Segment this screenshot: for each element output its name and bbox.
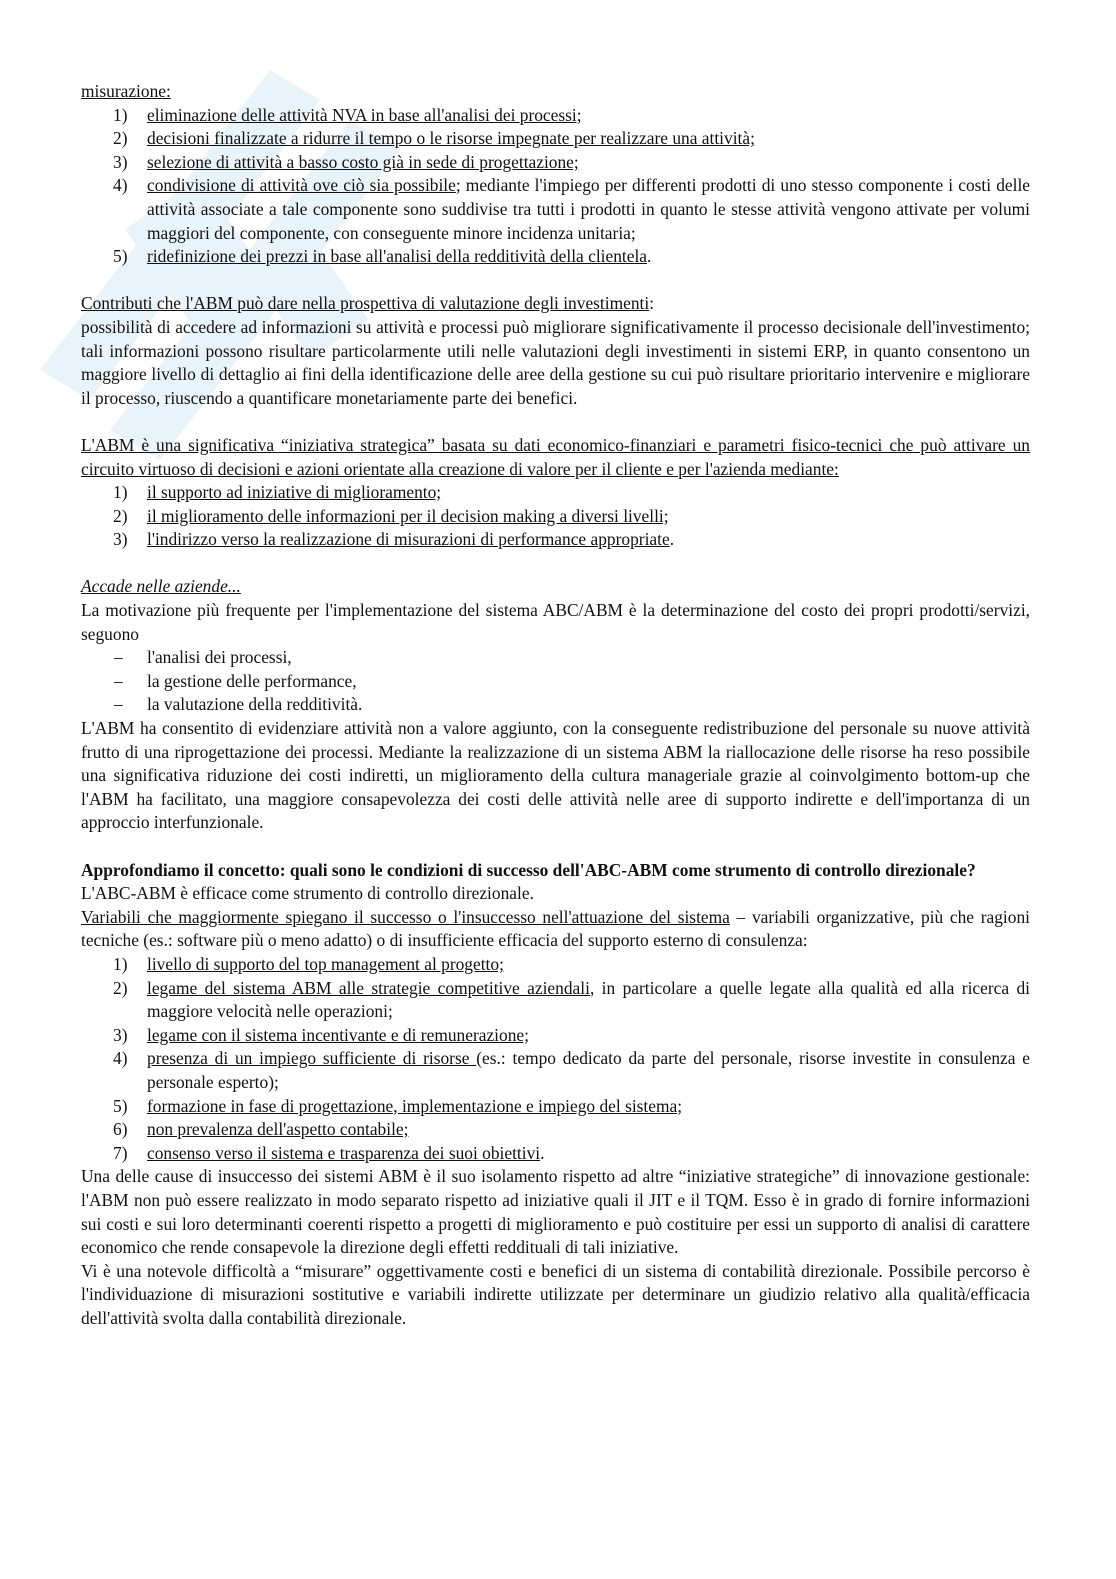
paragraph: L'ABM ha consentito di evidenziare attività non a valore aggiunto, con la conseguente redistribuzione del personale su nuove attività frutto di una riprogettazione dei processi. Mediante la realizzazione di un sistema ABM la riallocazione delle risorse ha reso possibile una significativa riduzione dei costi indiretti, un miglioramento della cultura manageriale grazie al coinvolgimento bottom-up che l'ABM ha facilitato, una maggiore consapevolezza dei costi delle attività nelle aree di supporto indirette e dell'importanza di un approccio interfunzionale. [81,718,1030,833]
item-underlined: legame con il sistema incentivante e di remunerazione; [147,1024,529,1045]
paragraph: La motivazione più frequente per l'implementazione del sistema ABC/ABM è la determinazione del costo dei propri prodotti/servizi, seguono [81,600,1030,644]
item-underlined: formazione in fase di progettazione, implementazione e impiego del sistema; [147,1095,683,1116]
list-number: 1) [113,953,128,974]
list-number: 4) [113,175,128,196]
item-underlined: condivisione di attività ove ciò sia possibile [147,175,456,196]
paragraph: possibilità di accedere ad informazioni su attività e processi può migliorare significativamente il processo decisionale dell'investimento; tali informazioni possono risultare particolarmente utili nelle valutazioni degli investimenti in sistemi ERP, in quanto consentono un maggiore livello di dettaglio ai fini della identificazione delle aree della gestione su cui può risultare prioritario intervenire e migliorare il processo, riuscendo a quantificare monetariamente parte dei benefici. [81,316,1030,408]
list-number: 3) [113,1024,128,1045]
list-item [81,953,1030,977]
list-number: 2) [113,505,128,526]
list-item [81,528,1030,552]
item-text: la gestione delle performance, [147,670,357,691]
document-page [81,80,1030,1330]
list-number: 2) [113,128,128,149]
item-underlined: eliminazione delle attività NVA in base all'analisi dei processi; [147,104,582,125]
list-item [81,1118,1030,1142]
list-measurement [81,104,1030,269]
list-number: 3) [113,151,128,172]
item-underlined: livello di supporto del top management al progetto; [147,953,504,974]
list-item [81,151,1030,175]
item-underlined: selezione di attività a basso costo già in sede di progettazione; [147,151,579,172]
list-item [81,1095,1030,1119]
list-item [81,104,1030,128]
text-underlined: Variabili che maggiormente spiegano il successo o l'insuccesso nell'attuazione del sistema [81,906,730,927]
item-underlined: il supporto ad iniziative di miglioramento; [147,482,442,503]
list-number: 3) [113,529,128,550]
item-underlined: presenza di un impiego sufficiente di risorse [147,1048,477,1069]
list-item [81,1047,1030,1094]
spacer [81,269,1030,293]
list-number: 4) [113,1048,128,1069]
list-item [81,174,1030,245]
title-underlined: Contributi che l'ABM può dare nella prospettiva di valutazione degli investimenti [81,293,650,314]
section-intro: L'ABM è una significativa “iniziativa strategica” basata su dati economico-finanziari e parametri fisico-tecnici che può attivare un circuito virtuoso di decisioni e azioni orientate alla creazione di valore per il cliente e per l'azienda mediante: [81,434,1030,479]
list-abm-means [81,481,1030,552]
list-item [81,127,1030,151]
list-item [81,646,1030,670]
dash-marker: – [114,647,123,668]
list-item [81,1142,1030,1166]
paragraph: Una delle cause di insuccesso dei sistemi ABM è il suo isolamento rispetto ad altre “iniziative strategiche” di innovazione gestionale: l'ABM non può essere realizzato in modo separato rispetto ad iniziative quali il JIT e il TQM. Esso è in grado di fornire informazioni sui costi e sui loro determinanti coerenti rispetto a progetti di miglioramento e può costituire per essi un supporto di analisi di carattere economico che rende consapevole la direzione degli effetti reddituali di tali iniziative. [81,1166,1030,1258]
item-underlined: l'indirizzo verso la realizzazione di misurazioni di performance appropriate [147,529,670,550]
item-underlined: consenso verso il sistema e trasparenza dei suoi obiettivi [147,1142,541,1163]
item-text: l'analisi dei processi, [147,647,292,668]
list-item [81,505,1030,529]
section-title [81,292,1030,316]
item-text: (es.: tempo dedicato da parte del personale, risorse investite in consulenza e personale esperto); [147,1048,1031,1092]
list-number: 5) [113,246,128,267]
list-number: 1) [113,482,128,503]
item-underlined: decisioni finalizzate a ridurre il tempo o le risorse impegnate per realizzare una attività; [147,128,755,149]
text-plain: – variabili organizzative, più che ragioni tecniche (es.: software più o meno adatto) o di insufficiente efficacia del supporto esterno di consulenza: [81,906,1030,951]
item-text: la valutazione della redditività. [147,694,363,715]
list-number: 1) [113,104,128,125]
item-text: . [540,1142,545,1163]
item-text: . [647,246,652,267]
title-colon: : [649,293,655,314]
list-item [81,245,1030,269]
spacer [81,552,1030,576]
item-underlined: il miglioramento delle informazioni per il decision making a diversi livelli; [147,505,669,526]
item-underlined: legame del sistema ABM alle strategie competitive aziendali [147,977,590,998]
list-item [81,693,1030,717]
paragraph: Vi è una notevole difficoltà a “misurare” oggettivamente costi e benefici di un sistema di contabilità direzionale. Possibile percorso è l'individuazione di misurazioni sostitutive e variabili indirette utilizzate per determinare un giudizio relativo alla qualità/efficacia dell'attività svolta dalla contabilità direzionale. [81,1260,1030,1328]
list-item [81,977,1030,1024]
dash-marker: – [114,670,123,691]
item-underlined: ridefinizione dei prezzi in base all'analisi della redditività della clientela [147,246,647,267]
dash-list [81,646,1030,717]
list-number: 7) [113,1142,128,1163]
section-intro: misurazione: [81,81,171,101]
spacer [81,410,1030,434]
spacer [81,835,1030,859]
list-number: 6) [113,1119,128,1140]
item-underlined: non prevalenza dell'aspetto contabile; [147,1119,409,1140]
item-text: ; mediante l'impiego per differenti prodotti di uno stesso componente i costi delle attività associate a tale componente sono suddivise tra tutti i prodotti in quanto le stesse attività vengono attivate per volumi maggiori del componente, con conseguente minore incidenza unitaria; [147,175,1030,243]
list-number: 5) [113,1095,128,1116]
section-heading: Accade nelle aziende... [81,576,241,597]
list-number: 2) [113,977,128,998]
list-item [81,1024,1030,1048]
list-success-conditions [81,953,1030,1165]
paragraph: L'ABC-ABM è efficace come strumento di controllo direzionale. [81,883,534,904]
list-item [81,481,1030,505]
section-heading: Approfondiamo il concetto: quali sono le condizioni di successo dell'ABC-ABM come strumento di controllo direzionale? [81,859,976,880]
dash-marker: – [114,694,123,715]
item-text: , in particolare a quelle legate alla qualità ed alla ricerca di maggiore velocità nelle operazioni; [147,977,1031,1022]
list-item [81,670,1030,694]
item-text: . [669,529,675,550]
paragraph [81,906,1030,953]
